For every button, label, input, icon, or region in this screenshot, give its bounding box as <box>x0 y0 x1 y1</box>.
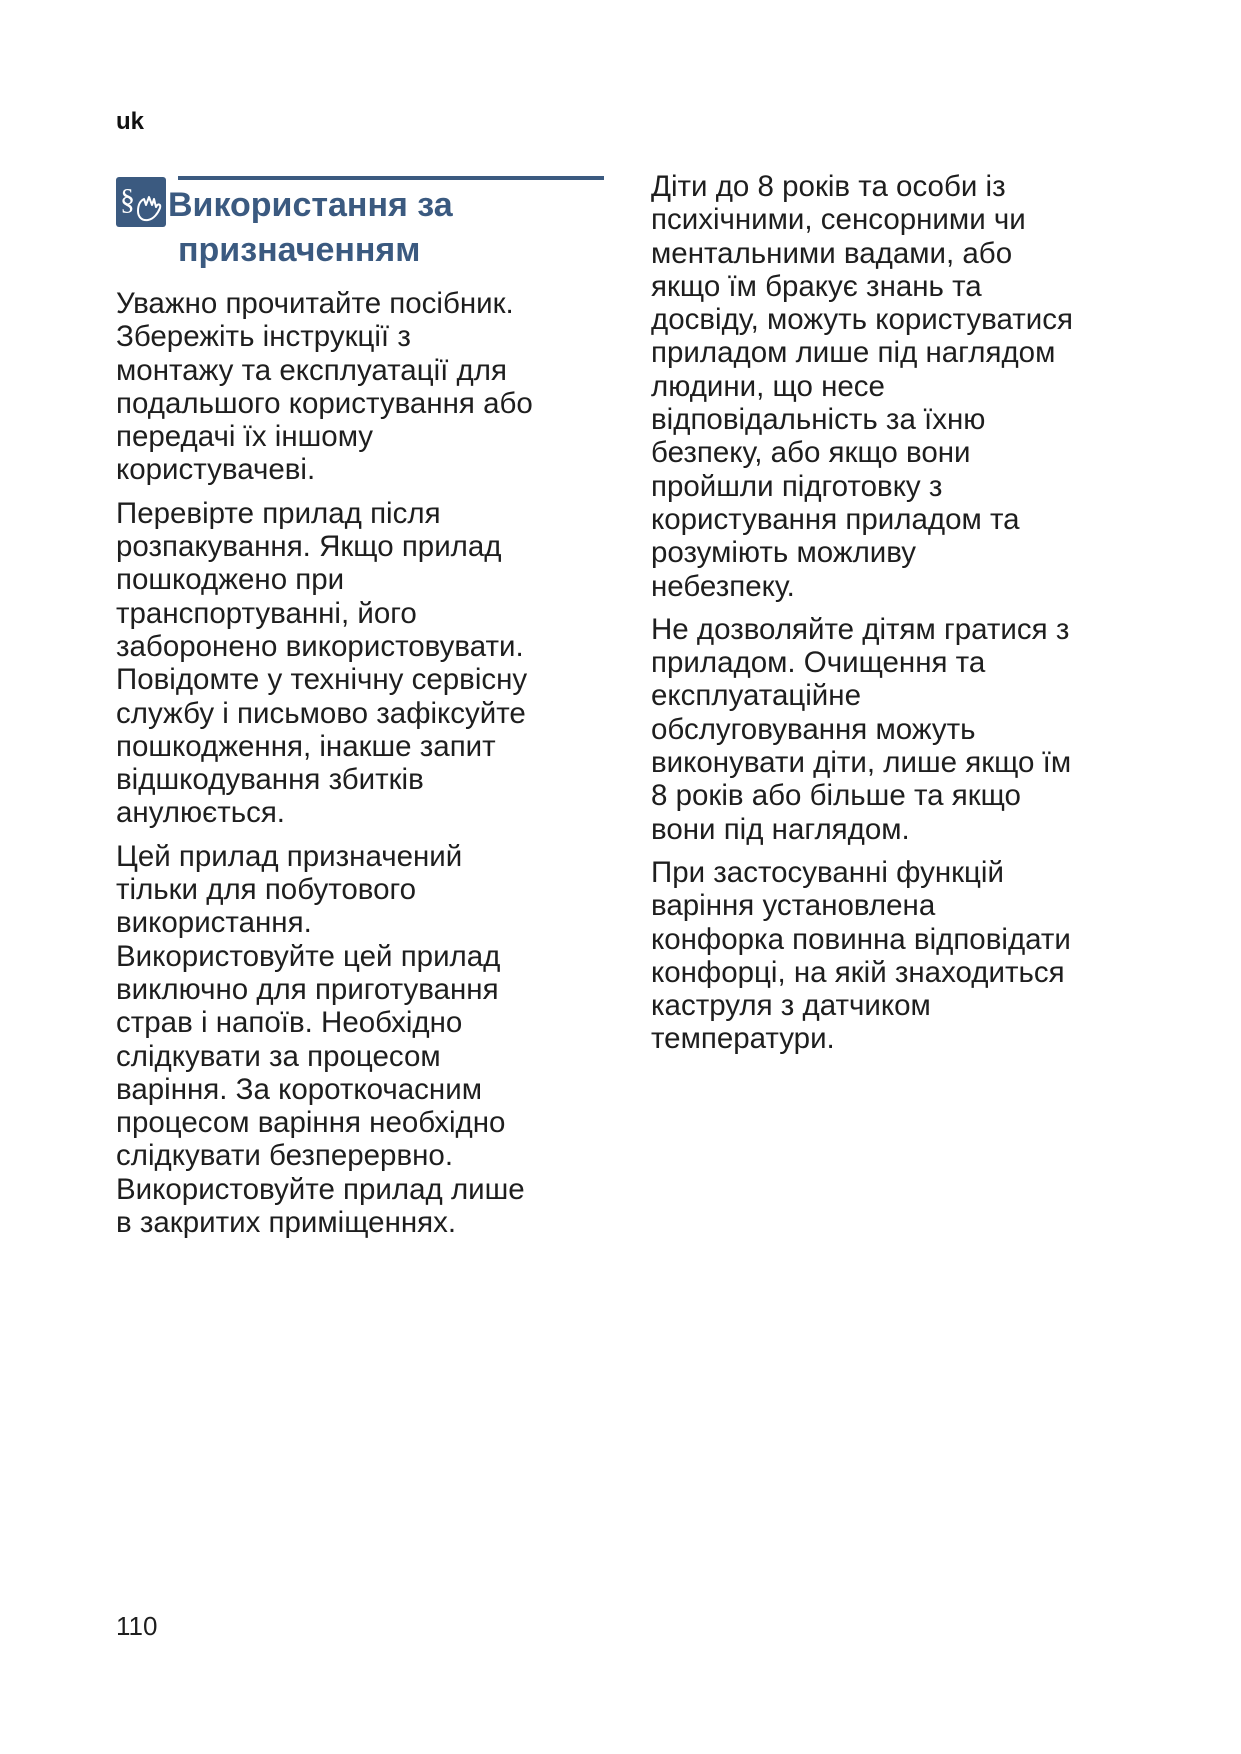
paragraph-children-supervision: Діти до 8 років та особи із психічними, сенсорними чи ментальними вадами, або якщо їм бракує знань та досвіду, можуть користуватися приладом лише під наглядом людини, що несе відповідальність за їхню безпеку, або якщо вони пройшли підготовку з користування приладом та розуміють можливу небезпеку. <box>651 170 1073 603</box>
left-column <box>116 287 616 1249</box>
section-title-line2: призначенням <box>178 231 421 269</box>
section-title <box>168 183 608 273</box>
svg-text:§: § <box>120 183 135 216</box>
section-hand-icon <box>116 177 166 227</box>
language-code: uk <box>116 108 145 135</box>
paragraph-sensor-hob: При застосуванні функцій варіння установлена конфорка повинна відповідати конфорці, на якій знаходиться каструля з датчиком температури. <box>651 855 1071 1056</box>
section-title-line1: Використання за <box>168 186 453 224</box>
paragraph-children-play: Не дозволяйте дітям гратися з приладом. Очищення та експлуатаційне обслуговування можуть виконувати діти, лише якщо їм 8 років або більше та якщо вони під наглядом. <box>651 612 1072 846</box>
paragraph-check-device: Перевірте прилад після розпакування. Якщо прилад пошкоджено при транспортуванні, його заборонено використовувати. Повідомте у технічну сервісну службу і письмово зафіксуйте пошкодження, інакше запит відшкодування збитків анулюється. <box>116 496 528 830</box>
paragraph-household-use: Цей прилад призначений тільки для побутового використання. Використовуйте цей прилад виключно для приготування страв і напоїв. Необхідно слідкувати за процесом варіння. За короткочасним процесом варіння необхідно слідкувати безперервно. Використовуйте прилад лише в закритих приміщеннях. <box>116 839 525 1240</box>
heading-rule <box>178 176 604 180</box>
paragraph-read-manual: Уважно прочитайте посібник. Збережіть інструкції з монтажу та експлуатації для подальшого користування або передачі їх іншому користувачеві. <box>116 287 533 487</box>
right-column <box>651 170 1151 1066</box>
page-number: 110 <box>116 1611 158 1641</box>
